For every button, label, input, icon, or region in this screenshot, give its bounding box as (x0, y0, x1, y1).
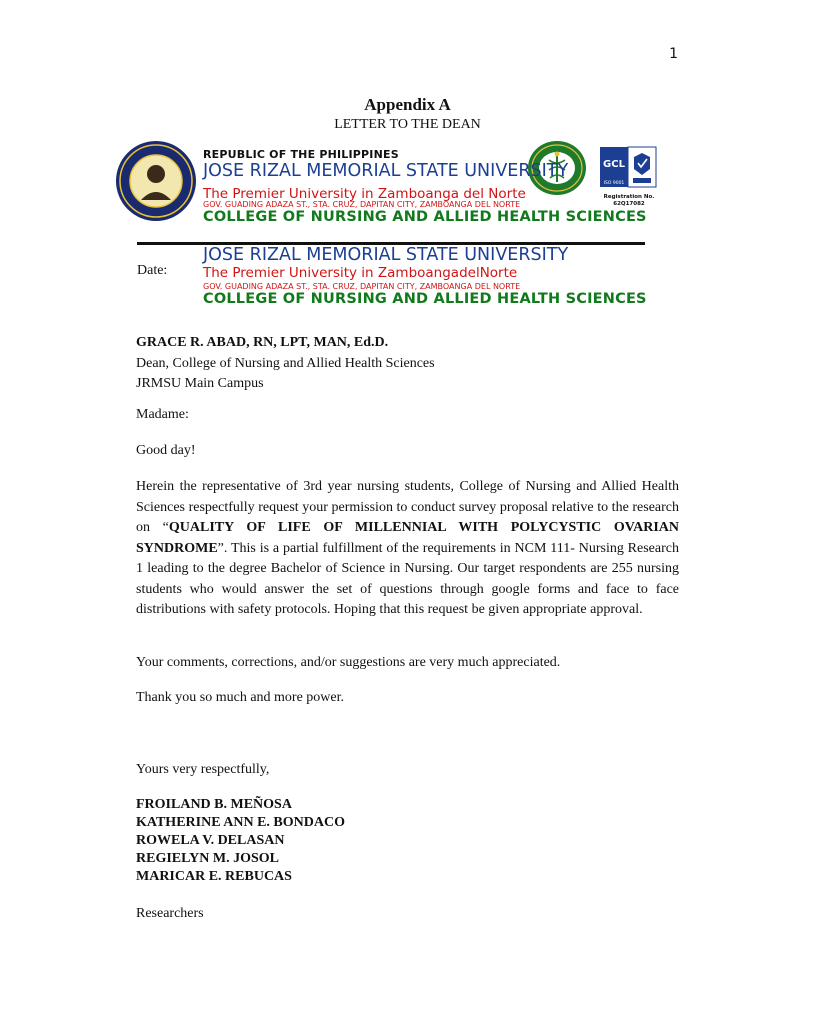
letter-title: LETTER TO THE DEAN (334, 117, 481, 132)
registration-number: Registration No. 62Q17082 (603, 194, 655, 207)
paragraph-text-before: Herein the representative of 3rd year nursing students, College of Nursing and Allied Health Sciences respectfully request your permission to conduct survey proposal relative to the research on “ (136, 479, 679, 535)
signature-label: Researchers (136, 906, 204, 921)
iso-text: ISO 9001 (603, 181, 625, 186)
gcl-text: GCL (603, 159, 625, 170)
university-tagline-secondary: The Premier University in ZamboangadelNorte (203, 265, 518, 281)
researcher-name: FROILAND B. MEÑOSA (136, 797, 292, 812)
page-number: 1 (669, 46, 678, 62)
closing: Yours very respectfully, (136, 762, 270, 777)
recipient-block (136, 333, 679, 395)
university-name: JOSE RIZAL MEMORIAL STATE UNIVERSITY (203, 161, 569, 181)
researcher-name: REGIELYN M. JOSOL (136, 851, 280, 866)
university-name-secondary: JOSE RIZAL MEMORIAL STATE UNIVERSITY (203, 245, 569, 265)
recipient-campus: JRMSU Main Campus (136, 376, 264, 391)
paragraph-text-after: ”. This is a partial fulfillment of the requirements in NCM 111- Nursing Research 1 leading to the degree Bachelor of Science in Nursing. Our target respondents are 255 nursing students who would answer the set of questions through google forms and face to face distributions with safety protocols. Hoping that this request be given appropriate approval. (136, 540, 679, 617)
body-paragraph-comments: Your comments, corrections, and/or suggestions are very much appreciated. (136, 655, 561, 670)
university-address-secondary: GOV. GUADING ADAZA ST., STA. CRUZ, DAPITAN CITY, ZAMBOANGA DEL NORTE (203, 282, 521, 291)
body-paragraph-request (136, 477, 679, 621)
university-address: GOV. GUADING ADAZA ST., STA. CRUZ, DAPITAN CITY, ZAMBOANGA DEL NORTE (203, 200, 521, 209)
university-seal-logo (115, 140, 197, 222)
recipient-name: GRACE R. ABAD, RN, LPT, MAN, Ed.D. (136, 335, 389, 350)
greeting: Good day! (136, 443, 196, 458)
republic-heading: REPUBLIC OF THE PHILIPPINES (203, 148, 399, 161)
researcher-name: ROWELA V. DELASAN (136, 833, 285, 848)
salutation: Madame: (136, 407, 189, 422)
gcl-certification-logo (600, 147, 656, 187)
university-tagline: The Premier University in Zamboanga del Norte (203, 186, 526, 202)
date-label: Date: (137, 263, 168, 278)
college-name: COLLEGE OF NURSING AND ALLIED HEALTH SCIENCES (203, 209, 647, 225)
researcher-name: MARICAR E. REBUCAS (136, 869, 292, 884)
research-title: QUALITY OF LIFE OF MILLENNIAL WITH POLYCYSTIC OVARIAN SYNDROME (136, 520, 679, 556)
researcher-list (136, 796, 679, 886)
body-paragraph-thanks: Thank you so much and more power. (136, 690, 345, 705)
researcher-name: KATHERINE ANN E. BONDACO (136, 815, 345, 830)
college-name-secondary: COLLEGE OF NURSING AND ALLIED HEALTH SCIENCES (203, 291, 647, 307)
appendix-title: Appendix A (364, 95, 451, 114)
recipient-title: Dean, College of Nursing and Allied Health Sciences (136, 355, 435, 371)
